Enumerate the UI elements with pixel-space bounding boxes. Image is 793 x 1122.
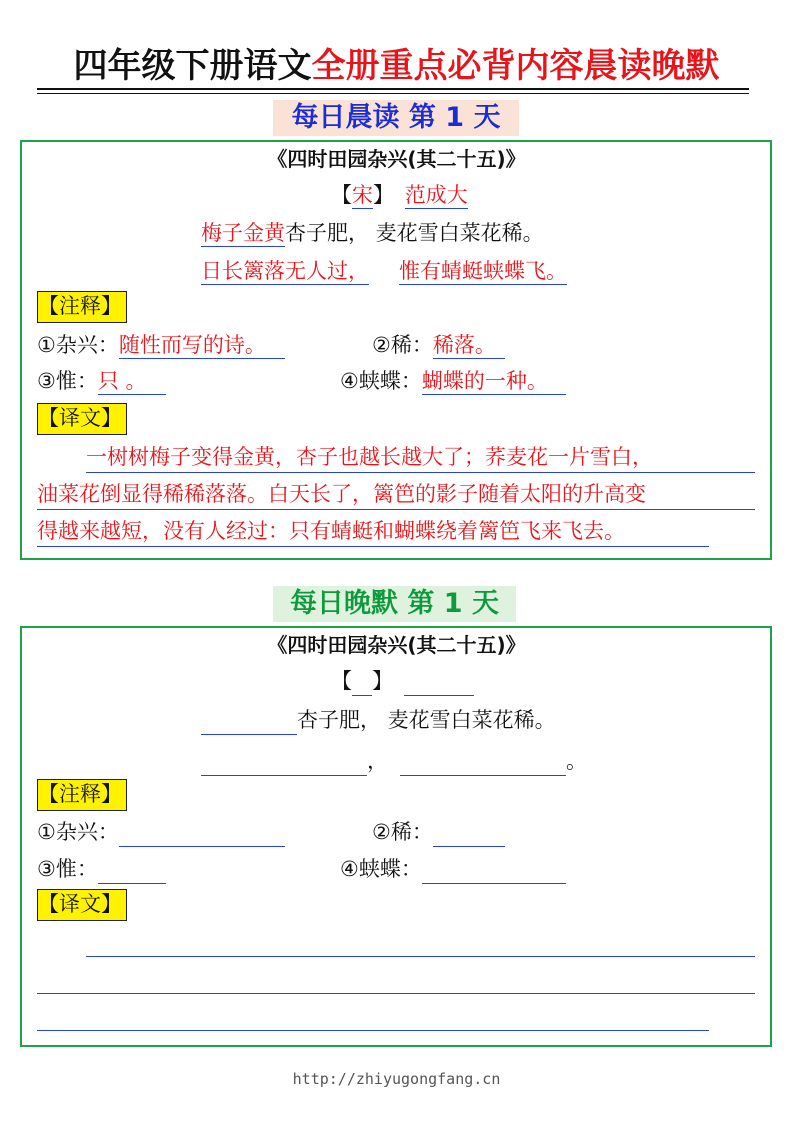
line2-blank-1[interactable] xyxy=(201,753,367,776)
author-answer: 范成大 xyxy=(404,183,468,207)
note4-blank[interactable] xyxy=(422,861,566,884)
note2-answer: 稀落。 xyxy=(433,332,505,359)
evening-poem-line-1 xyxy=(201,705,556,735)
evening-author-line xyxy=(331,666,474,696)
morning-note-3 xyxy=(37,366,166,396)
translation-write-line-3[interactable] xyxy=(37,1030,709,1031)
line1-rest: 杏子肥， 麦花雪白菜花稀。 xyxy=(297,708,556,732)
note3-answer: 只 。 xyxy=(98,368,166,395)
line2-period: 。 xyxy=(566,749,587,773)
line1-blank[interactable] xyxy=(201,712,297,735)
note4-label: ④蛱蝶： xyxy=(340,857,422,881)
evening-note-1 xyxy=(37,817,285,847)
note1-answer: 随性而写的诗。 xyxy=(119,332,285,359)
line2-blank-2[interactable] xyxy=(400,753,566,776)
evening-heading: 每日晚默 第 1 天 xyxy=(273,586,516,622)
title-rule-thick xyxy=(37,88,749,90)
note1-blank[interactable] xyxy=(119,824,285,847)
line2-answer-1: 日长篱落无人过， xyxy=(201,259,369,283)
title-black-part: 四年级下册语文 xyxy=(73,46,312,86)
morning-translation-tag: 【译文】 xyxy=(37,403,127,435)
line1-rest: 杏子肥， 麦花雪白菜花稀。 xyxy=(285,221,544,245)
note4-answer: 蝴蝶的一种。 xyxy=(422,368,566,395)
morning-poem-line-1 xyxy=(201,218,544,248)
title-red-part: 全册重点必背内容晨读晚默 xyxy=(311,46,720,86)
footer-url: http://zhiyugongfang.cn xyxy=(292,1070,501,1088)
morning-author-line xyxy=(331,180,468,210)
note3-label: ③惟： xyxy=(37,857,98,881)
evening-note-4 xyxy=(340,854,566,884)
evening-poem-title: 《四时田园杂兴(其二十五)》 xyxy=(267,633,526,657)
note2-label: ②稀： xyxy=(372,820,433,844)
evening-note-2 xyxy=(372,817,505,847)
morning-poem-line-2 xyxy=(201,256,567,286)
translation-line-1: 一树树梅子变得金黄，杏子也越长越大了；荞麦花一片雪白， xyxy=(86,442,755,473)
author-blank[interactable] xyxy=(404,673,474,696)
evening-translation-tag: 【译文】 xyxy=(37,889,127,921)
note2-label: ②稀： xyxy=(372,333,433,357)
bracket-close: 】 xyxy=(372,669,393,693)
note1-label: ①杂兴： xyxy=(37,333,119,357)
evening-poem-line-2 xyxy=(201,746,587,776)
bracket-open: 【 xyxy=(331,669,352,693)
morning-note-1 xyxy=(37,330,285,360)
line2-answer-2: 惟有蜻蜓蛱蝶飞。 xyxy=(399,259,567,283)
line1-answer: 梅子金黄 xyxy=(201,221,285,245)
morning-note-2 xyxy=(372,330,505,360)
translation-write-line-2[interactable] xyxy=(37,993,755,994)
note2-blank[interactable] xyxy=(433,824,505,847)
note1-label: ①杂兴： xyxy=(37,820,119,844)
translation-line-3: 得越来越短，没有人经过：只有蜻蜓和蝴蝶绕着篱笆飞来飞去。 xyxy=(37,516,709,547)
line2-comma: ， xyxy=(367,749,388,773)
evening-note-3 xyxy=(37,854,166,884)
page-title xyxy=(0,44,793,88)
morning-notes-tag: 【注释】 xyxy=(37,291,127,323)
note3-label: ③惟： xyxy=(37,369,98,393)
morning-poem-title: 《四时田园杂兴(其二十五)》 xyxy=(267,147,526,171)
translation-line-2: 油菜花倒显得稀稀落落。白天长了，篱笆的影子随着太阳的升高变 xyxy=(37,479,755,510)
morning-note-4 xyxy=(340,366,566,396)
title-rule-thin xyxy=(37,93,749,94)
translation-write-line-1[interactable] xyxy=(86,956,755,957)
morning-heading: 每日晨读 第 1 天 xyxy=(273,100,519,136)
evening-notes-tag: 【注释】 xyxy=(37,779,127,811)
bracket-open: 【 xyxy=(331,183,352,207)
note4-label: ④蛱蝶： xyxy=(340,369,422,393)
note3-blank[interactable] xyxy=(98,861,166,884)
dynasty-blank[interactable] xyxy=(352,673,372,696)
bracket-close: 】 xyxy=(373,183,394,207)
dynasty-answer: 宋 xyxy=(352,183,373,207)
